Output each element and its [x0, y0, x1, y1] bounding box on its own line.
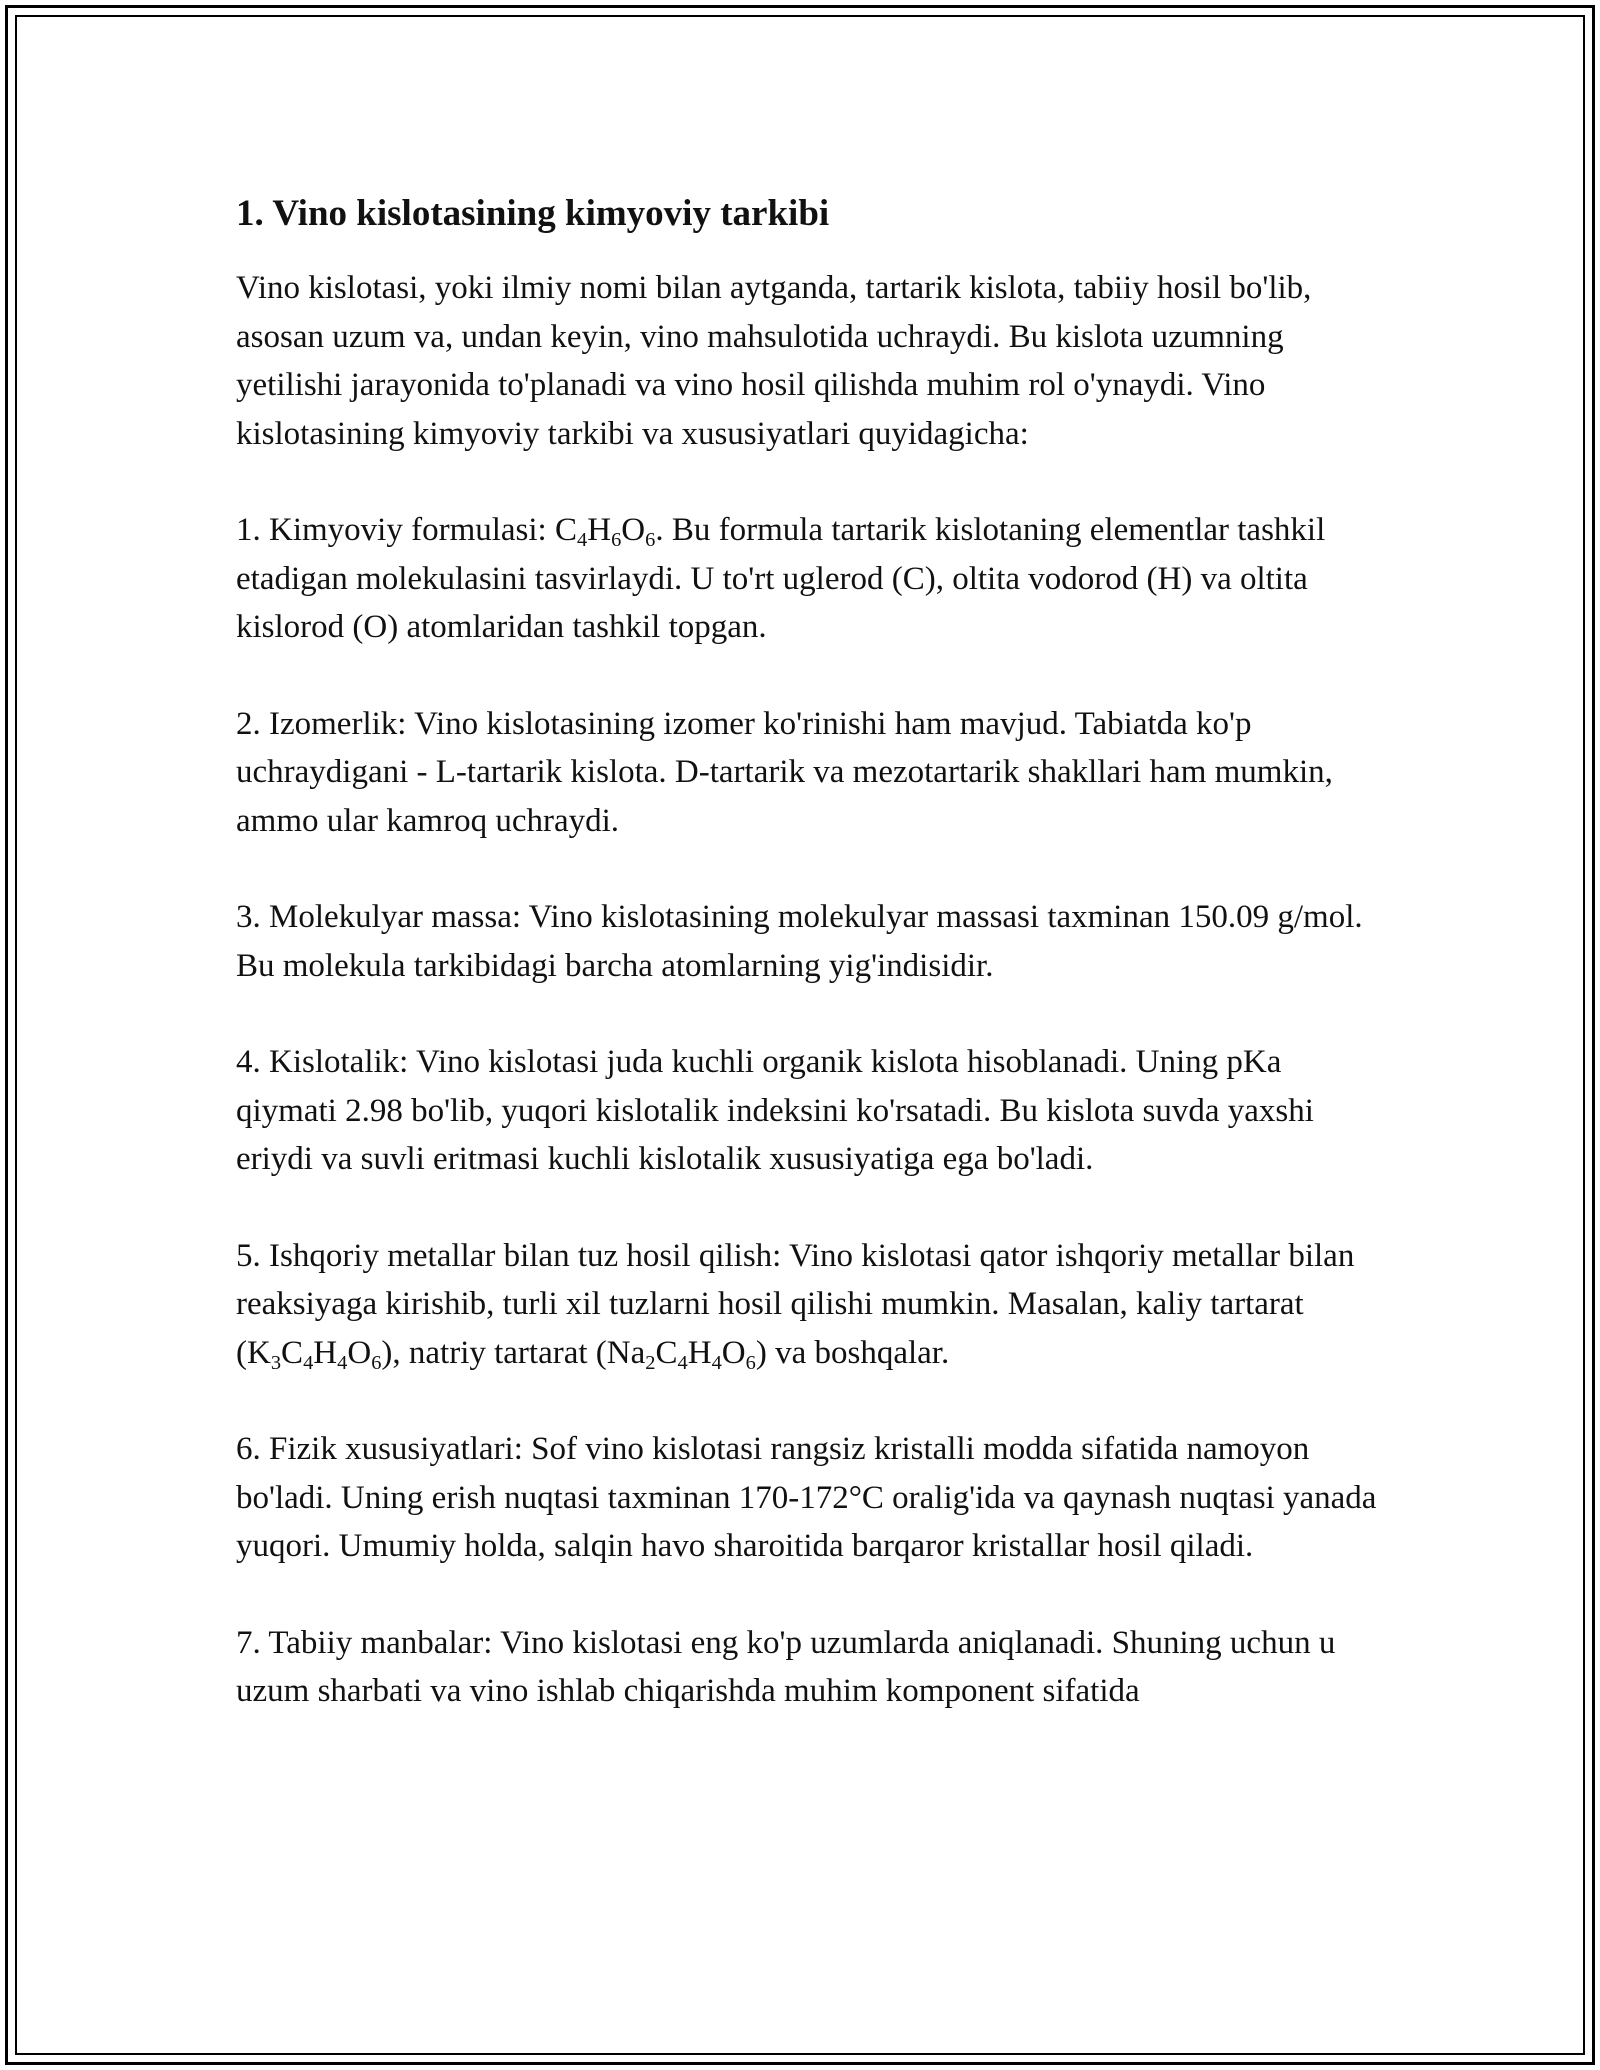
- item-acidity: 4. Kislotalik: Vino kislotasi juda kuchli organik kislota hisoblanadi. Uning pKa qiymati 2.98 bo'lib, yuqori kislotalik indeksini ko'rsatadi. Bu kislota suvda yaxshi eriydi va suvli eritmasi kuchli kislotalik xususiyatiga ega bo'ladi.: [236, 1044, 1314, 1177]
- document-body: [236, 188, 1386, 1764]
- item-physical-properties: 6. Fizik xususiyatlari: Sof vino kislotasi rangsiz kristalli modda sifatida namoyon bo'ladi. Uning erish nuqtasi taxminan 170-172°C oralig'ida va qaynash nuqtasi yanada yuqori. Umumiy holda, salqin havo sharoitida barqaror kristallar hosil qiladi.: [236, 1431, 1377, 1564]
- item-molecular-mass: 3. Molekulyar massa: Vino kislotasining molekulyar massasi taxminan 150.09 g/mol. Bu molekula tarkibidagi barcha atomlarning yig'indisidir.: [236, 899, 1363, 984]
- section-heading: 1. Vino kislotasining kimyoviy tarkibi: [236, 193, 830, 234]
- item-salt-formation: 5. Ishqoriy metallar bilan tuz hosil qilish: Vino kislotasi qator ishqoriy metallar bilan reaksiyaga kirishib, turli xil tuzlarni hosil qilishi mumkin. Masalan, kaliy tartarat $(K_3C_4H_4O_6)$, natriy tartarat $(Na_2C_4H_4O_6)$ va boshqalar.: [236, 1237, 1355, 1374]
- item-chemical-formula: 1. Kimyoviy formulasi: $C_4H_6O_6$. Bu formula tartarik kislotaning elementlar tashkil etadigan molekulasini tasvirlaydi. U to'rt uglerod (C), oltita vodorod (H) va oltita kislorod (O) atomlaridan tashkil topgan.: [236, 512, 1326, 645]
- intro-paragraph: Vino kislotasi, yoki ilmiy nomi bilan aytganda, tartarik kislota, tabiiy hosil bo'lib, asosan uzum va, undan keyin, vino mahsulotida uchraydi. Bu kislota uzumning yetilishi jarayonida to'planadi va vino hosil qilishda muhim rol o'ynaydi. Vino kislotasining kimyoviy tarkibi va xususiyatlari quyidagicha:: [236, 270, 1312, 452]
- item-natural-sources: 7. Tabiiy manbalar: Vino kislotasi eng ko'p uzumlarda aniqlanadi. Shuning uchun u uzum sharbati va vino ishlab chiqarishda muhim komponent sifatida: [236, 1624, 1336, 1709]
- item-isomerism: 2. Izomerlik: Vino kislotasining izomer ko'rinishi ham mavjud. Tabiatda ko'p uchraydigani - L-tartarik kislota. D-tartarik va mezotartarik shakllari ham mumkin, ammo ular kamroq uchraydi.: [236, 705, 1333, 839]
